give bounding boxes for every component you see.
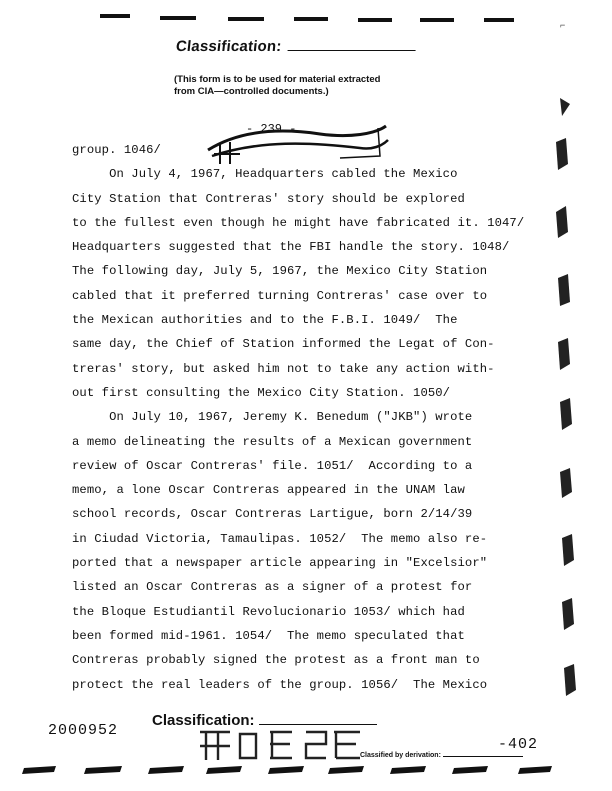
body-line: to the fullest even though he might have fabricated it. 1047/ xyxy=(72,215,525,230)
top-edge-marks xyxy=(0,6,612,24)
classified-by-derivation xyxy=(360,752,523,759)
body-line: On July 10, 1967, Jeremy K. Benedum ("JKB") wrote xyxy=(72,410,473,425)
body-line: the Bloque Estudiantil Revolucionario 1053/ which had xyxy=(72,604,465,619)
body-line: The following day, July 5, 1967, the Mexico City Station xyxy=(72,264,488,279)
corner-scribble-mark: ⌐ xyxy=(560,20,566,30)
memo-body-text xyxy=(72,138,525,697)
body-line: ported that a newspaper article appearing in "Excelsior" xyxy=(72,556,488,571)
bottom-page-number: -402 xyxy=(498,736,539,753)
body-line: review of Oscar Contreras' file. 1051/ According to a xyxy=(72,458,473,473)
body-line: school records, Oscar Contreras Lartigue, born 2/14/39 xyxy=(72,507,473,522)
body-line: in Ciudad Victoria, Tamaulipas. 1052/ The memo also re- xyxy=(72,531,488,546)
body-line: a memo delineating the results of a Mexican government xyxy=(72,434,473,449)
body-line: same day, the Chief of Station informed the Legat of Con- xyxy=(72,337,495,352)
header-classification xyxy=(175,38,416,55)
body-line: listed an Oscar Contreras as a signer of a protest for xyxy=(72,580,473,595)
body-line: Contreras probably signed the protest as a front man to xyxy=(72,653,480,668)
right-margin-marks xyxy=(552,80,612,780)
header-classification-label: Classification: xyxy=(175,38,283,55)
body-line: treras' story, but asked him not to take any action with- xyxy=(72,361,495,376)
body-line: Headquarters suggested that the FBI handle the story. 1048/ xyxy=(72,240,510,255)
page-number: - 239 - xyxy=(246,122,297,136)
classified-by-label: Classified by derivation: xyxy=(360,752,441,759)
form-note-line-2: from CIA—controlled documents.) xyxy=(174,86,329,97)
body-line: memo, a lone Oscar Contreras appeared in the UNAM law xyxy=(72,483,465,498)
classified-by-blank xyxy=(443,756,523,757)
body-line: cabled that it preferred turning Contreras' case over to xyxy=(72,288,488,303)
body-line: been formed mid-1961. 1054/ The memo speculated that xyxy=(72,628,465,643)
form-note-line-1: (This form is to be used for material extracted xyxy=(174,74,381,85)
header-classification-blank xyxy=(287,38,416,51)
footer-classification-label: Classification: xyxy=(152,712,255,729)
body-line: On July 4, 1967, Headquarters cabled the Mexico xyxy=(72,167,458,182)
secret-stamp-mark xyxy=(196,724,366,764)
body-line: the Mexican authorities and to the F.B.I. 1049/ The xyxy=(72,313,458,328)
document-id: 2000952 xyxy=(48,722,119,739)
body-line: protect the real leaders of the group. 1056/ The Mexico xyxy=(72,677,488,692)
form-usage-note xyxy=(174,74,434,98)
bottom-edge-marks xyxy=(0,762,612,780)
body-line: City Station that Contreras' story should be explored xyxy=(72,191,465,206)
body-line: out first consulting the Mexico City Station. 1050/ xyxy=(72,385,451,400)
body-line: group. 1046/ xyxy=(72,143,161,157)
